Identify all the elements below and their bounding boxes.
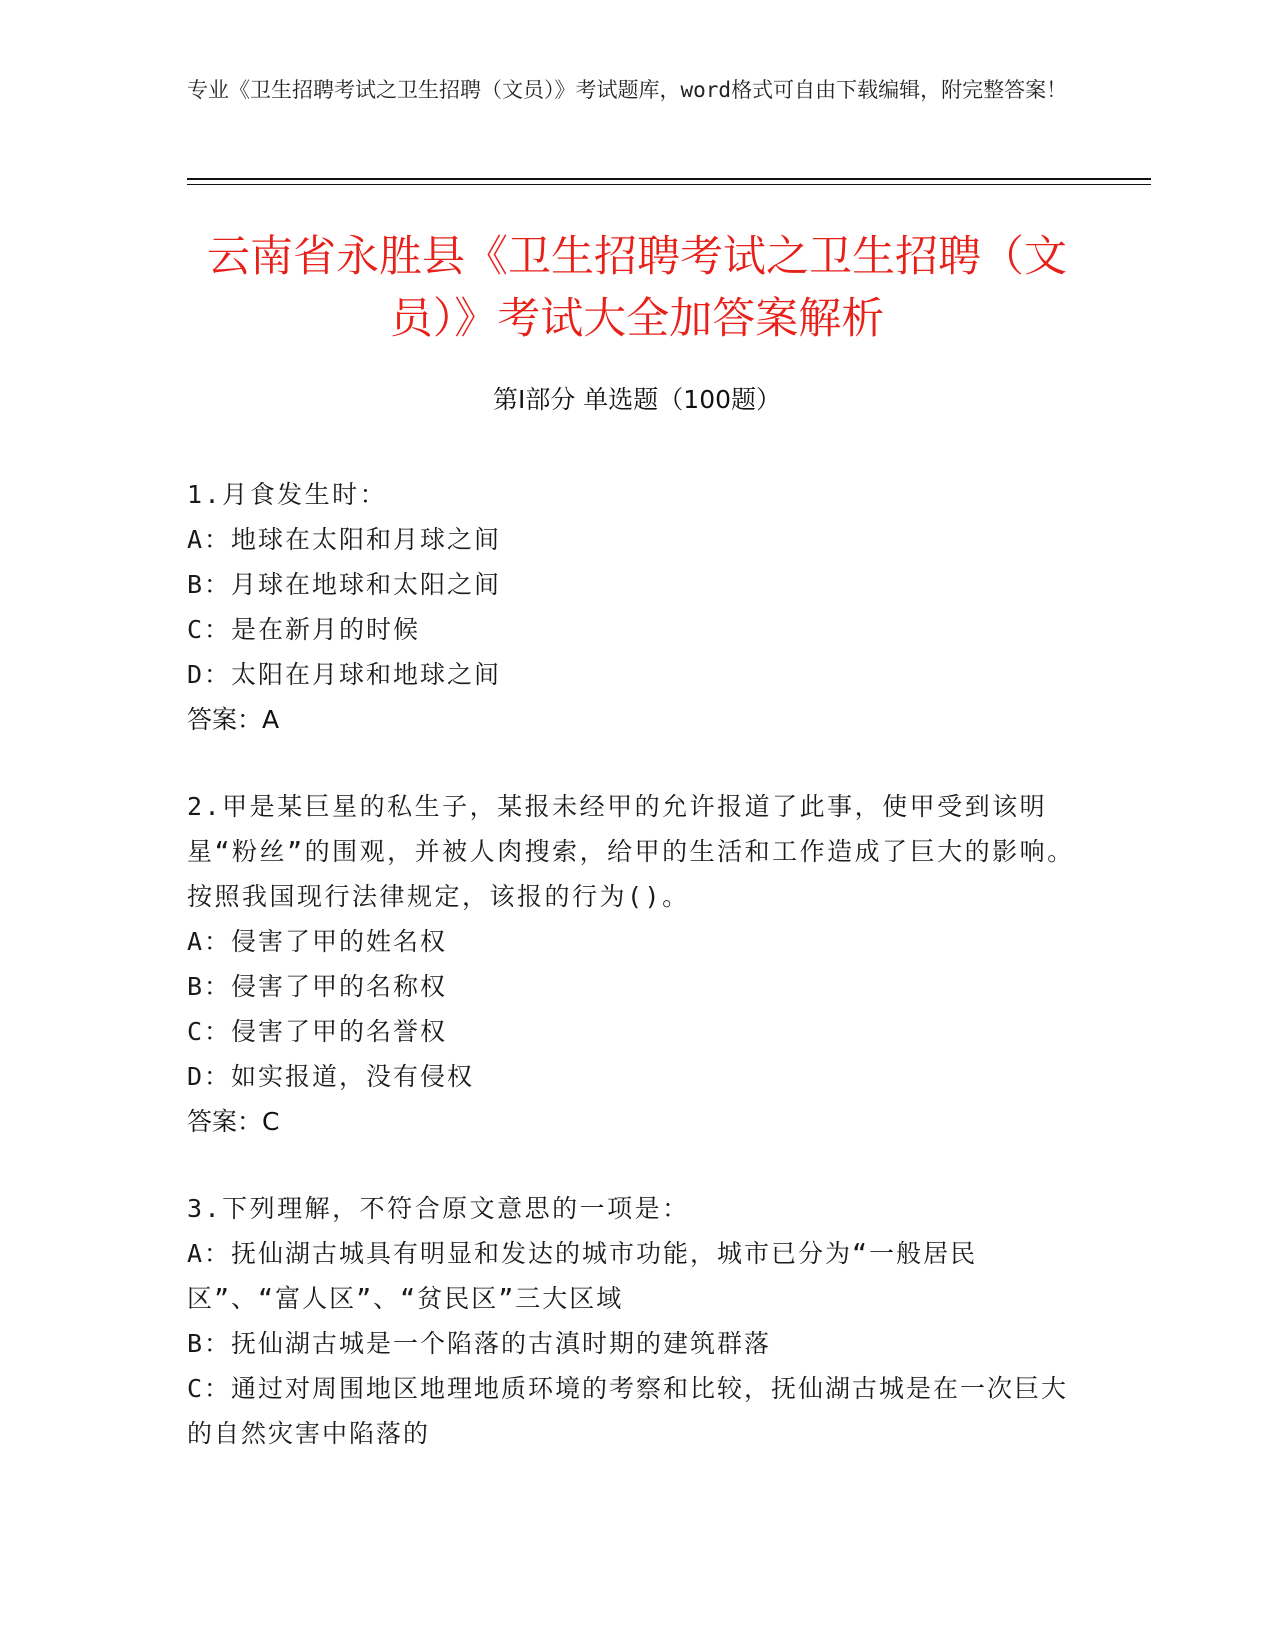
option-a: A：抚仙湖古城具有明显和发达的城市功能，城市已分为“一般居民区”、“富人区”、“贫民区”三大区域 bbox=[187, 1239, 978, 1313]
option-b: B：侵害了甲的名称权 bbox=[187, 972, 448, 1001]
header-rule-thick bbox=[187, 178, 1151, 180]
question-list bbox=[187, 472, 1077, 1498]
header-rule-thin bbox=[187, 184, 1151, 185]
section-title: 第I部分 单选题（100题） bbox=[492, 385, 782, 414]
question-stem: 1.月食发生时： bbox=[187, 480, 388, 509]
option-a: A：地球在太阳和月球之间 bbox=[187, 525, 502, 554]
document-title: 云南省永胜县《卫生招聘考试之卫生招聘（文员）》考试大全加答案解析 bbox=[207, 232, 1067, 344]
option-c: C：是在新月的时候 bbox=[187, 615, 421, 644]
answer-line: 答案：A bbox=[187, 705, 280, 734]
option-d: D：如实报道，没有侵权 bbox=[187, 1062, 475, 1091]
question-1 bbox=[187, 472, 1077, 742]
option-b: B：月球在地球和太阳之间 bbox=[187, 570, 502, 599]
question-2 bbox=[187, 784, 1077, 1144]
option-b: B：抚仙湖古城是一个陷落的古滇时期的建筑群落 bbox=[187, 1329, 772, 1358]
header-note: 专业《卫生招聘考试之卫生招聘（文员）》考试题库，word格式可自由下载编辑，附完整答案！ bbox=[187, 78, 1068, 102]
question-3 bbox=[187, 1186, 1077, 1456]
option-c: C：通过对周围地区地理地质环境的考察和比较，抚仙湖古城是在一次巨大的自然灾害中陷落的 bbox=[187, 1374, 1069, 1448]
option-a: A：侵害了甲的姓名权 bbox=[187, 927, 448, 956]
answer-line: 答案：C bbox=[187, 1107, 280, 1136]
option-c: C：侵害了甲的名誉权 bbox=[187, 1017, 448, 1046]
question-stem: 3.下列理解，不符合原文意思的一项是： bbox=[187, 1194, 690, 1223]
option-d: D：太阳在月球和地球之间 bbox=[187, 660, 502, 689]
question-stem: 2.甲是某巨星的私生子，某报未经甲的允许报道了此事，使甲受到该明星“粉丝”的围观，并被人肉搜索，给甲的生活和工作造成了巨大的影响。按照我国现行法律规定，该报的行为()。 bbox=[187, 792, 1075, 911]
